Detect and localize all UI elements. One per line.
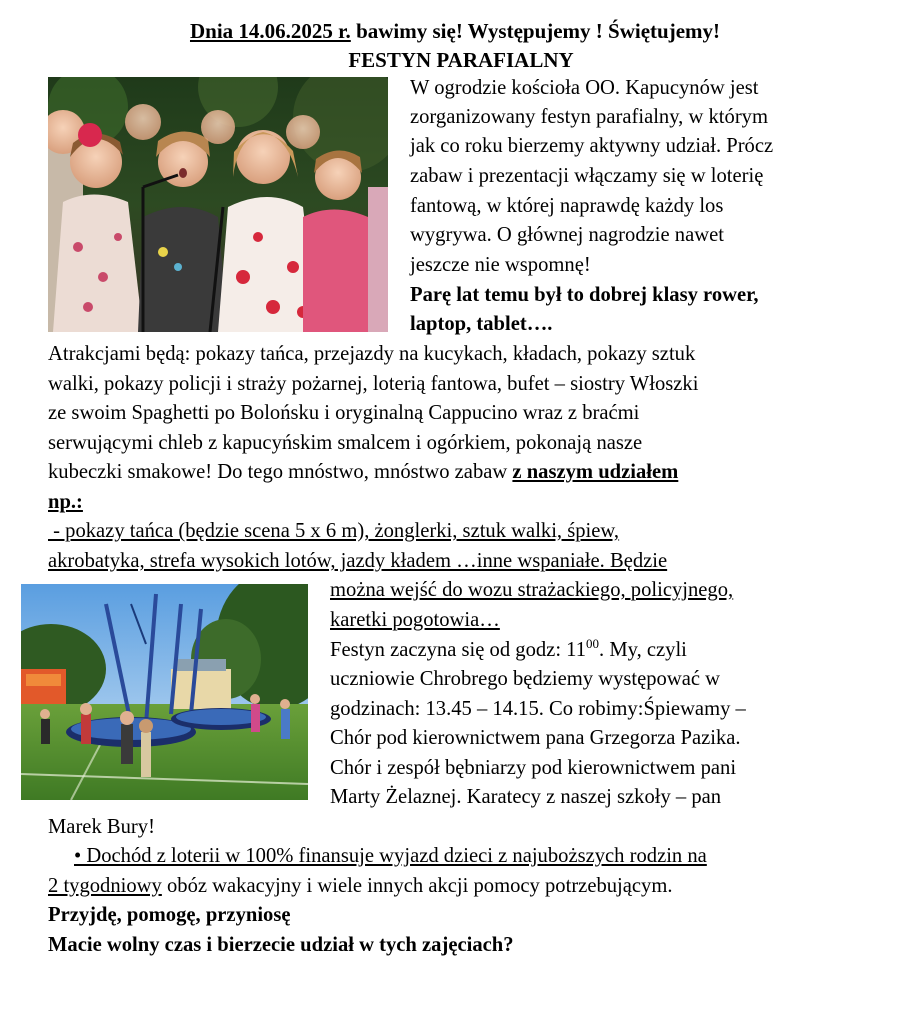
heading-rest: bawimy się! Występujemy ! Świętujemy! [350,19,721,43]
schedule-continuation: Marek Bury! [48,816,155,838]
page-title: FESTYN PARAFIALNY [348,48,574,72]
attractions-line: walki, pokazy policji i straży pożarnej, loterią fantowa, bufet – siostry Włoszki [48,373,699,395]
bungee-trampoline-photo [21,584,308,800]
intro-line: jak co roku bierzemy aktywny udział. Prócz [410,135,774,157]
our-participation-text: z naszym udziałem [512,461,679,483]
two-weeks-text: 2 tygodniowy [48,875,162,897]
date-heading [0,17,910,46]
activities-line: - pokazy tańca (będzie scena 5 x 6 m), żonglerki, sztuk walki, śpiew, [48,520,620,542]
schedule-line: godzinach: 13.45 – 14.15. Co robimy:Śpiewamy – [330,698,746,720]
attractions-text: kubeczki smakowe! Do tego mnóstwo, mnóstwo zabaw [48,461,513,483]
intro-line: zabaw i prezentacji włączamy się w loterię [410,165,764,187]
schedule-line: Chór i zespół bębniarzy pod kierownictwem pani [330,757,737,779]
income-bullet-line: • Dochód z loterii w 100% finansuje wyjazd dzieci z najuboższych rodzin na [74,845,707,867]
schedule-line: uczniowie Chrobrego będziemy występować w [330,668,721,690]
closing-line-1: Przyjdę, pomogę, przyniosę [48,904,291,926]
attractions-line: serwującymi chleb z kapucyńskim smalcem i ogórkiem, pokonają nasze [48,432,643,454]
date-text: Dnia 14.06.2025 r. [189,19,351,43]
activities-line: karetki pogotowia… [330,609,500,631]
np-label: np.: [48,491,83,513]
start-time-suffix: . My, czyli [599,639,687,661]
schedule-line: Marty Żelaznej. Karatecy z naszej szkoły – pan [330,786,722,808]
start-time-text: Festyn zaczyna się od godz: 11 [330,639,587,661]
intro-line: zorganizowany festyn parafialny, w którym [410,106,768,128]
income-line [48,872,673,901]
children-choir-photo [48,77,388,332]
intro-line: W ogrodzie kościoła OO. Kapucynów jest [410,77,759,99]
income-rest-text: obóz wakacyjny i wiele innych akcji pomocy potrzebującym. [161,875,673,897]
start-time-minutes: 00 [586,636,600,652]
intro-line: jeszcze nie wspomnę! [410,254,591,276]
schedule-line: Chór pod kierownictwem pana Grzegorza Pazika. [330,727,741,749]
intro-line: wygrywa. O głównej nagrodzie nawet [410,224,724,246]
attractions-line [48,458,678,487]
attractions-line: ze swoim Spaghetti po Bolońsku i oryginalną Cappucino wraz z braćmi [48,402,640,424]
prize-line: laptop, tablet…. [410,313,553,335]
activities-line: można wejść do wozu strażackiego, policyjnego, [330,579,734,601]
intro-line: fantową, w której naprawdę każdy los [410,195,724,217]
closing-line-2: Macie wolny czas i bierzecie udział w tych zajęciach? [48,934,514,956]
prize-line: Parę lat temu był to dobrej klasy rower, [410,284,759,306]
attractions-line: Atrakcjami będą: pokazy tańca, przejazdy na kucykach, kładach, pokazy sztuk [48,343,696,365]
activities-line: akrobatyka, strefa wysokich lotów, jazdy kładem …inne wspaniałe. Będzie [48,550,668,572]
start-time-line [330,636,687,665]
